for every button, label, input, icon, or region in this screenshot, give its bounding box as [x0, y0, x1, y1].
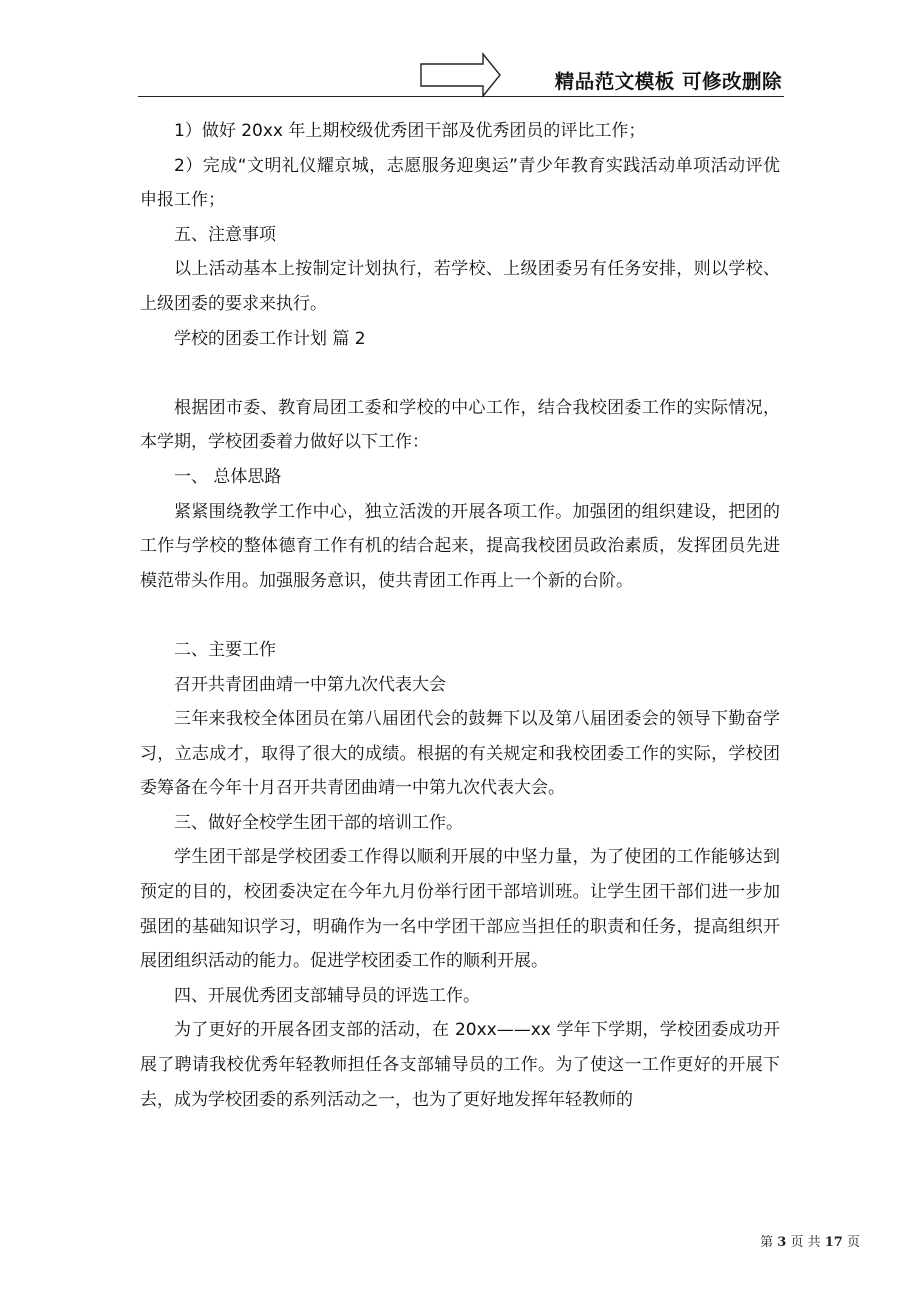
section-heading: 四、开展优秀团支部辅导员的评选工作。: [174, 985, 480, 1006]
total-pages-number: 17: [824, 1235, 843, 1250]
paragraph: 三年来我校全体团员在第八届团代会的鼓舞下以及第八届团委会的领导下勤奋学习，立志成才，取得了很大的成绩。根据的有关规定和我校团委工作的实际，学校团委筹备在今年十月召开共青团曲靖一中第九次代表大会。: [140, 709, 780, 799]
footer-middle: 页 共: [790, 1235, 821, 1250]
page-header: [138, 52, 784, 98]
article-title: 学校的团委工作计划 篇 2: [174, 328, 366, 349]
page-footer: [760, 1231, 860, 1250]
paragraph: 学生团干部是学校团委工作得以顺利开展的中坚力量，为了使团的工作能够达到预定的目的，校团委决定在今年九月份举行团干部培训班。让学生团干部们进一步加强团的基础知识学习，明确作为一名中学团干部应当担任的职责和任务，提高组织开展团组织活动的能力。促进学校团委工作的顺利开展。: [140, 847, 780, 972]
subheading: 召开共青团曲靖一中第九次代表大会: [174, 674, 446, 695]
paragraph: 1）做好 20xx 年上期校级优秀团干部及优秀团员的评比工作；: [174, 121, 646, 141]
spacer: [140, 356, 780, 391]
section-heading: 一、 总体思路: [174, 466, 282, 487]
document-body: [140, 114, 780, 1117]
spacer: [140, 598, 780, 633]
paragraph: 以上活动基本上按制定计划执行，若学校、上级团委另有任务安排，则以学校、上级团委的要求来执行。: [140, 259, 780, 314]
section-heading: 三、做好全校学生团干部的培训工作。: [174, 812, 463, 833]
footer-prefix: 第: [760, 1235, 774, 1250]
header-divider: [138, 96, 784, 97]
paragraph: 根据团市委、教育局团工委和学校的中心工作，结合我校团委工作的实际情况，本学期，学校团委着力做好以下工作：: [140, 397, 780, 453]
section-heading: 五、注意事项: [174, 224, 276, 245]
paragraph: 为了更好的开展各团支部的活动，在 20xx——xx 学年下学期，学校团委成功开展了聘请我校优秀年轻教师担任各支部辅导员的工作。为了使这一工作更好的开展下去，成为学校团委的系列活动之一，也为了更好地发挥年轻教师的: [140, 1020, 780, 1110]
section-heading: 二、主要工作: [174, 639, 276, 660]
paragraph: 紧紧围绕教学工作中心，独立活泼的开展各项工作。加强团的组织建设，把团的工作与学校的整体德育工作有机的结合起来，提高我校团员政治素质，发挥团员先进模范带头作用。加强服务意识，使共青团工作再上一个新的台阶。: [140, 501, 780, 591]
right-arrow-outline-icon: [420, 52, 502, 98]
header-title: 精品范文模板 可修改删除: [554, 70, 782, 93]
paragraph: 2）完成“文明礼仪耀京城，志愿服务迎奥运”青少年教育实践活动单项活动评优申报工作；: [140, 155, 780, 211]
footer-suffix: 页: [846, 1235, 860, 1250]
current-page-number: 3: [777, 1235, 787, 1250]
